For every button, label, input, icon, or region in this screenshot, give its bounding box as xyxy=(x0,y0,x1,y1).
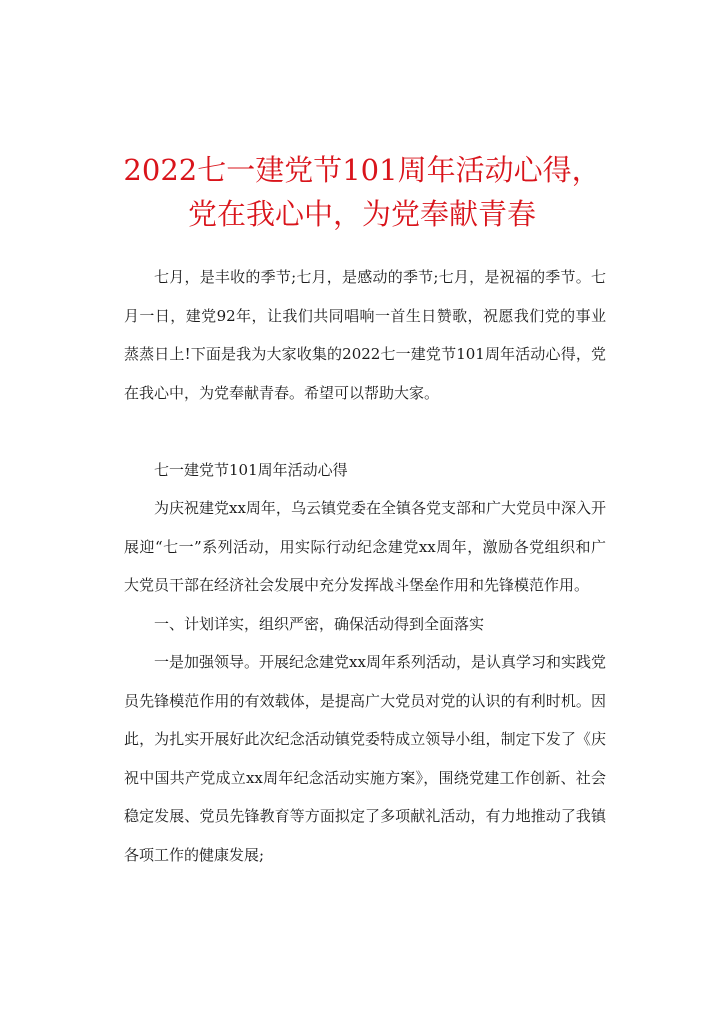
body-paragraph-1: 为庆祝建党xx周年，乌云镇党委在全镇各党支部和广大党员中深入开展迎“七一”系列活动，用实际行动纪念建党xx周年，激励各党组织和广大党员干部在经济社会发展中充分发挥战斗堡垒作用和先锋模范作用。 xyxy=(124,499,606,594)
paragraph-spacer xyxy=(124,412,606,451)
subheading-1: 一、计划详实，组织严密，确保活动得到全面落实 xyxy=(154,614,485,633)
body-paragraph-2: 一是加强领导。开展纪念建党xx周年系列活动，是认真学习和实践党员先锋模范作用的有效载体，是提高广大党员对党的认识的有利时机。因此，为扎实开展好此次纪念活动镇党委特成立领导小组，制定下发了《庆祝中国共产党成立xx周年纪念活动实施方案》，围绕党建工作创新、社会稳定发展、党员先锋教育等方面拟定了多项献礼活动，有力地推动了我镇各项工作的健康发展; xyxy=(124,653,606,864)
document-title: 2022七一建党节101周年活动心得，党在我心中，为党奉献青春 xyxy=(123,153,601,231)
section-heading: 七一建党节101周年活动心得 xyxy=(154,460,348,479)
intro-paragraph: 七月，是丰收的季节;七月，是感动的季节;七月，是祝福的季节。七月一日，建党92年，让我们共同唱响一首生日赞歌，祝愿我们党的事业蒸蒸日上!下面是我为大家收集的2022七一建党节101周年活动心得，党在我心中，为党奉献青春。希望可以帮助大家。 xyxy=(124,268,606,402)
document-body xyxy=(124,258,606,874)
